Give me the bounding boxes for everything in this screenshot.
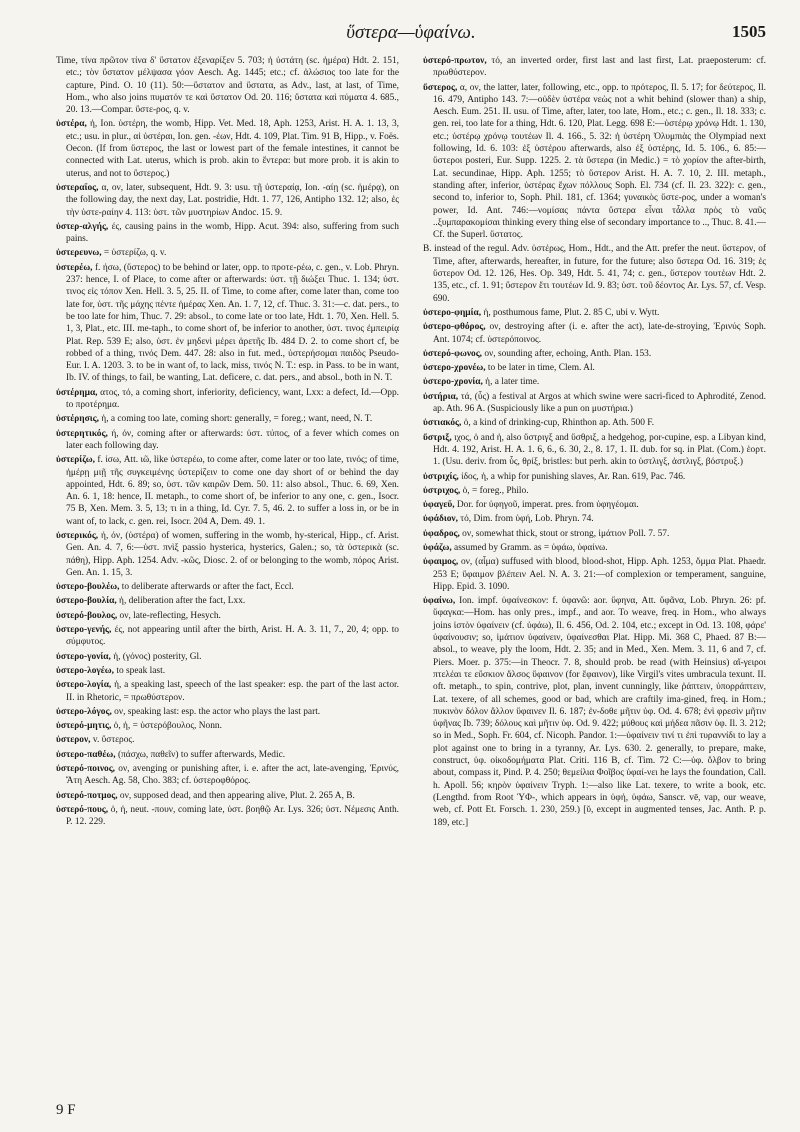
entry-headword: ὑστερό-μητις, <box>56 721 112 732</box>
entry-text: (πάσχω, παθεῖν) to suffer afterwards, Medic. <box>117 749 286 760</box>
dictionary-entry <box>56 706 399 718</box>
dictionary-entry <box>56 428 399 453</box>
entry-headword: ὕστριξ, <box>423 432 452 443</box>
entry-headword: ὑστέρα, <box>56 119 87 130</box>
entry-text: τά, (ὗς) a festival at Argos at which swine were sacri-ficed to Aphrodité, Zenod. ap. Ath. 96 A. (Suspiciously like a pun on μυστήρια.) <box>433 391 766 415</box>
entry-text: τό, Dim. from ὑφή, Lob. Phryn. 74. <box>460 514 594 525</box>
entry-text: ἡ, a later time. <box>485 377 540 388</box>
entry-headword: ὑστέρησις, <box>56 414 99 425</box>
entry-text: ή, όν, coming after or afterwards: ὑστ. τύπος, of a fever which comes on later each following day. <box>66 428 399 451</box>
entry-text: Dor. for ὑφηγοῦ, imperat. pres. from ὑφηγέομαι. <box>456 500 639 511</box>
entry-text: ατος, τό, a coming short, inferiority, deficiency, want, Lxx: a defect, Id.—Opp. to προτέρημα. <box>66 387 399 411</box>
entry-headword: ὑστερό-πους, <box>56 804 109 815</box>
entry-headword: ὑστερο-γενής, <box>56 625 112 636</box>
entry-text: ἡ, deliberation after the fact, Lxx. <box>119 596 246 607</box>
dictionary-entry <box>56 734 399 746</box>
entry-text: ή, όν, (ὑστέρα) of women, suffering in the womb, hy-sterical, Hipp., cf. Arist. Gen. An. 4. 7, 6:—ὑστ. πνὶξ passio hysterica, hysterics, Galen.; so, τὰ ὑστερικὰ (sc. πάθη), Hipp. Aph. 1254. Adv. -κῶς, Diosc. 2. of or belonging to the womb, πόρος Arist. Gen. An. 1. 15, 3. <box>66 530 399 578</box>
entry-text: ὁ, = foreg., Philo. <box>462 485 529 496</box>
entry-text: ιχος, ὁ and ἡ, also ὕστριγξ and ὕσθριξ, a hedgehog, por-cupine, esp. a Libyan kind, Hdt. 4. 192, Arist. H. A. 1. 6, 6., 6. 30, 2., 8. 17, 1. II. dub. for sq. in Plat. (Com.) ἑορτ. 1. (Usu. deriv. from ὗς, θρίξ, bristles: but perh. akin to ὑστλιγξ, ἀστλιγξ, βόστρυξ.) <box>433 432 766 468</box>
dictionary-entry <box>56 118 399 179</box>
entry-headword: ὑφαδρος, <box>423 528 460 539</box>
entry-headword: ὑστιακός, <box>423 418 462 429</box>
entry-text: B. instead of the regul. Adv. ὑστέρως, Hom., Hdt., and the Att. prefer the neut. ὕστερον, of Time, after, afterwards, hereafter, in future, for the future; also ὕστερα Od. 16. 319; ἐς ὕστερον Od. 12. 126, Hes. Op. 349, Hdt. 5. 41, 74; c. gen., ὕστερον τουτέων Hdt. 2. 135, etc., cf. 1. 91; ὕστερον ἔτι τουτέων Id. 9. 83; ὑστ. τοῦ δέοντος Ar. Lys. 57, cf. Vesp. 690. <box>423 244 766 304</box>
entry-text: ἡ, posthumous fame, Plut. 2. 85 C, ubi v. Wytt. <box>483 307 660 318</box>
entry-text: ἡ, a coming too late, coming short: generally, = foreg.; want, need, N. T. <box>101 414 373 425</box>
dictionary-entry <box>423 542 766 554</box>
entry-headword: ὑστερό-φωνος, <box>423 348 482 359</box>
entry-text: ές, causing pains in the womb, Hipp. Acut. 394: also, suffering from such pains. <box>66 221 399 245</box>
dictionary-entry <box>423 307 766 319</box>
dictionary-entry <box>56 720 399 732</box>
dictionary-entry <box>423 499 766 511</box>
entry-headword: ὑστερο-χρονία, <box>423 377 483 388</box>
dictionary-entry <box>56 651 399 663</box>
entry-headword: ὑστερο-λογέω, <box>56 665 114 676</box>
dictionary-entry <box>423 391 766 416</box>
entry-text: to deliberate afterwards or after the fact, Eccl. <box>121 582 294 593</box>
dictionary-entry <box>56 610 399 622</box>
entry-headword: ὑστερο-παθέω, <box>56 749 116 760</box>
page-number: 1505 <box>732 22 766 41</box>
page-header <box>56 20 766 48</box>
dictionary-entry <box>56 530 399 579</box>
entry-headword: ὑστριχος, <box>423 485 461 496</box>
entry-text: ἡ, a speaking last, speech of the last speaker: esp. the part of the last actor. II. in Rhetoric, = πρωθύστερον. <box>66 680 399 703</box>
entry-text: ἡ, (γόνος) posterity, Gl. <box>113 651 202 662</box>
entry-text: ον, destroying after (i. e. after the act), late-de-stroying, Ἐρινύς Soph. Ant. 1074; cf. ὑστερόποινος. <box>433 322 766 345</box>
entry-headword: ὑστερέω, <box>56 262 93 273</box>
entry-headword: ὑστερό-ποινος, <box>56 764 116 775</box>
dictionary-entry <box>56 581 399 593</box>
dictionary-entry <box>56 624 399 649</box>
entry-headword: ὑστερο-χρονέω, <box>423 363 486 374</box>
entry-headword: ὑφάζω, <box>423 542 452 553</box>
dictionary-entry <box>423 348 766 360</box>
entry-headword: ὑφαγεῦ, <box>423 500 455 511</box>
entry-text: ἡ, Ion. ὑστέρη, the womb, Hipp. Vet. Med. 18, Aph. 1253, Arist. H. A. 1. 13, 3, etc.; usu. in plur., αἱ ὑστέραι, Ion. gen. -έων, Hdt. 4. 109, Plat. Tim. 91 B, Hipp., v. Foës. Oecon. (If from ὕστερος, the last or lowest part of the female intestines, it cannot be connected with Lat. uterus, which is prob. akin to ἔντερα: but more prob. it is akin to uterus, and not to ὕστερος.) <box>66 119 399 179</box>
entry-headword: ὑφαίνω, <box>423 596 456 607</box>
entry-headword: ὑστερικός, <box>56 530 99 541</box>
entry-headword: ὑστερο-λόγος, <box>56 706 112 717</box>
entry-headword: ὕστερος, <box>423 82 458 93</box>
entry-headword: ὑστήρια, <box>423 391 459 402</box>
entry-headword: ὑστερ-αλγής, <box>56 221 109 232</box>
dictionary-entry <box>56 454 399 528</box>
entry-headword: ὑστερο-φημία, <box>423 307 482 318</box>
dictionary-entry <box>423 513 766 525</box>
right-column <box>423 55 766 1055</box>
left-column <box>56 55 399 1055</box>
dictionary-entry <box>56 221 399 246</box>
dictionary-entry <box>423 485 766 497</box>
dictionary-entry <box>423 432 766 469</box>
running-head: ὕστερα—ὑφαίνω. <box>346 22 476 43</box>
entry-headword: ὑστεραῖος, <box>56 182 99 193</box>
entry-text: to be later in time, Clem. Al. <box>487 363 595 374</box>
entry-text: ον, speaking last: esp. the actor who plays the last part. <box>114 706 321 717</box>
entry-headword: ὑστερό-πρωτον, <box>423 56 487 66</box>
entry-text: v. ὕστερος. <box>92 735 135 746</box>
entry-headword: ὑστριχίς, <box>423 471 459 482</box>
dictionary-entry <box>56 55 399 116</box>
dictionary-entry <box>56 749 399 761</box>
dictionary-entry <box>56 679 399 704</box>
entry-text: ὁ, ἡ, = ὑστερόβουλος, Nonn. <box>113 721 222 732</box>
entry-headword: ὑστερητικός, <box>56 428 108 439</box>
signature-mark: 9 F <box>56 1102 76 1118</box>
entry-text: ον, supposed dead, and then appearing alive, Plut. 2. 265 A, B. <box>119 790 355 801</box>
entry-headword: ὑστερο-γονία, <box>56 651 111 662</box>
entry-headword: ὑστερον, <box>56 735 91 746</box>
dictionary-entry <box>423 595 766 829</box>
entry-headword: ὑφάδιον, <box>423 514 458 525</box>
entry-headword: ὑστερο-φθόρος, <box>423 322 486 333</box>
entry-text: f. ίσω, Att. ιῶ, like ὑστερέω, to come after, come later or too late, τινός; of time, ἡμέρῃ μιῇ τῆς συγκειμένης ὑστερίζειν to come one day short of or behind the day appointed, Hdt. 6. 89; so, ὑστ. τῶν καιρῶν Dem. 50. 11: also absol., Thuc. 6. 69, Xen. An. 6. 1, 18: hence, II. metaph., to come short of, be inferior to any one, c. gen., Isocr. 75 B, Xen. Mem. 3. 5, 13; τι in a thing, Id. Cyr. 7. 5, 46. 2. to suffer a loss in, or be in want of, to lack, c. gen. rei, Isocr. 204 A, Dem. 49. 1. <box>66 455 399 527</box>
entry-text: ον, (αἷμα) suffused with blood, blood-shot, Hipp. Aph. 1253, ὄμμα Plat. Phaedr. 253 E; ὕφαιμον βλέπειν Ael. N. A. 3. 21:—of complexion or temperament, sanguine, Hipp. Epid. 3. 1090. <box>433 557 766 592</box>
entry-headword: ὑστερίζω, <box>56 455 95 466</box>
entry-text: ον, somewhat thick, stout or strong, ἱμάτιον Poll. 7. 57. <box>462 528 670 539</box>
entry-headword: ὑστερο-βουλία, <box>56 596 117 607</box>
dictionary-entry <box>423 362 766 374</box>
entry-text: Time, τίνα πρῶτον τίνα δ' ὕστατον ἐξεναρίξεν 5. 703; ἡ ὑστάτη (sc. ἡμέρα) Hdt. 2. 151, etc.; τὸν ὕστατον μέλψασα γόον Aesch. Ag. 1445; etc.; cf. ἀλώσιος too late for the capture, Pind. O. 10 (11). 50:—ὕστατον and ὕστατα, as Adv., last, at last, of Time, Hom., who also joins πυματόν τε καὶ ὕστατον Od. 20. 116; ὕστατα καὶ πύματα 4. 685., 20. 13.—Compar. ὕστε-ρος, q. v. <box>56 56 399 116</box>
entry-headword: ὑστερευνω, <box>56 248 102 259</box>
dictionary-entry <box>423 55 766 80</box>
entry-text: to speak last. <box>116 665 166 676</box>
entry-headword: ὑστέρημα, <box>56 387 98 398</box>
entry-text: assumed by Gramm. as = ὑφάω, ὑφαίνω. <box>454 542 608 553</box>
dictionary-entry <box>56 387 399 412</box>
dictionary-entry <box>423 528 766 540</box>
dictionary-entry <box>56 247 399 259</box>
dictionary-entry <box>423 82 766 242</box>
entry-text: ον, late-reflecting, Hesych. <box>119 610 221 621</box>
two-column-body <box>56 55 766 1055</box>
dictionary-entry <box>423 556 766 593</box>
entry-text: α, ον, the latter, later, following, etc., opp. to πρότερος, Il. 5. 17; for δεύτερος, Il. 16. 479, Antipho 143. 7:—οὐδὲν ὑστέρα νεὼς not a whit behind (slower than) a ship, Aesch. Eum. 251. II. usu. of Time, after, later, too late, Hom., etc.; c. gen., Il. 18. 333; c. gen. rei, too late for a thing, Hdt. 6. 120, Plat. Legg. 698 E:—ὑστέρῳ χρόνῳ Hdt. 1. 130, etc.; ὑστέρῳ χρόνῳ τουτέων Il. 4. 166., 5. 32: ἡ ὑστέρη Ὀλυμπιὰς the Olympiad next following, Id. 6. 103: ἐξ ὑστέρου afterwards, also ἐξ ὑστέρης, Id. 5. 106., 6. 85:—ὕστεροι posteri, Eur. Supp. 1225. 2. τὰ ὕστερα (in Medic.) = τὸ χορίον the after-birth, Lat. secundinae, Hipp. Aph. 1255; τὸ ὕστερον Arist. H. A. 7. 10, 2. III. metaph., standing after, inferior, ὑστέρας ἔχων πόλλους Soph. El. 734 (cf. Il. 23. 322): c. gen., second to, inferior to, Soph. Phil. 181, cf. 1364; γυναικὸς ὕστε-ρος, under a woman's power, Id. Ant. 746:—νομίσας πάντα ὕστερα εἶναι τἆλλα πρὸς τὸ ναῦς ..ξυμπαρακομίσαι thinking every thing else of secondary importance to .., Thuc. 8. 41.—Cf. the Superl. ὕστατος. <box>433 82 766 241</box>
dictionary-entry <box>423 417 766 429</box>
entry-text: ον, avenging or punishing after, i. e. after the act, late-avenging, Ἐρινύς, Ἄτη Aesch. Ag. 58, Cho. 383; cf. ὑστεροφθόρος. <box>66 764 399 787</box>
dictionary-entry <box>56 182 399 219</box>
dictionary-entry <box>423 471 766 483</box>
dictionary-entry <box>56 665 399 677</box>
entry-text: ές, not appearing until after the birth, Arist. H. A. 3. 11, 7., 20, 4; opp. to σύμφυτος. <box>66 625 399 648</box>
dictionary-entry <box>56 790 399 802</box>
dictionary-entry <box>423 376 766 388</box>
dictionary-entry <box>423 321 766 346</box>
entry-headword: ὑστερο-βουλέω, <box>56 582 120 593</box>
entry-headword: ὑφαιμος, <box>423 557 459 568</box>
dictionary-entry <box>423 243 766 304</box>
entry-text: = ὑστερίζω, q. v. <box>103 248 167 259</box>
dictionary-entry <box>56 595 399 607</box>
entry-headword: ὑστερό-ποτμος, <box>56 790 118 801</box>
entry-headword: ὑστερο-λογία, <box>56 680 112 691</box>
entry-text: f. ήσω, (ὕστερος) to be behind or later, opp. to προτε-ρέω, c. gen., v. Lob. Phryn. 237: hence, I. of Place, to come after or afterwards: ὑστ. τῇ διώξει Thuc. 1. 134; ὑστ. τινος εἰς τόπον Xen. Hell. 3. 5, 25. II. of Time, to come after, come later than, come too late for, ὑστ. τῆς μάχης πέντε ἡμέρας Xen. An. 1. 7, 12, cf. Thuc. 3. 31:—c. dat. pers., to be too late for him, Thuc. 7. 29: absol., to come late or too late, Hdt. 1. 70, Xen. Hell. 5. 1, 3, Plat., etc. III. me-taph., to come short of, be inferior to another, ὑστ. τινος ἐμπειρίᾳ Plat. Rep. 539 E; also, ὑστ. ἐν μηδενὶ μέρει ἀρετῆς Ib. 484 D. 2. to come short cf, be robbed of a thing, τινός Dem. 447. 28: also in fut. med., ὑστερήσομαι παιδὸς Pseudo-Eur. I. A. 1203. 3. to be in want of, to lack, miss, τινός N. T.: esp. in Pass. to be in want, Ib. IV. of things, to fail, be wanting, Lat. deficere, c. dat. pers., and absol., both in N. T. <box>66 262 399 384</box>
entry-text: ον, sounding after, echoing, Anth. Plan. 153. <box>484 348 652 359</box>
entry-text: ὁ, a kind of drinking-cup, Rhinthon ap. Ath. 500 F. <box>463 418 655 429</box>
dictionary-entry <box>56 804 399 829</box>
entry-headword: ὑστερό-βουλος, <box>56 610 118 621</box>
dictionary-entry <box>56 763 399 788</box>
dictionary-entry <box>56 413 399 425</box>
entry-text: ὁ, ἡ, neut. -πουν, coming late, ὑστ. βοηθῷ Ar. Lys. 326; ὑστ. Νέμεσις Anth. P. 12. 229. <box>66 804 399 828</box>
entry-text: α, ον, later, subsequent, Hdt. 9. 3: usu. τῇ ὑστεραίᾳ, Ion. -αίῃ (sc. ἡμέρᾳ), on the following day, the next day, Lat. postridie, Hdt. 1. 77, 126, Antipho 132. 12; also, ἐς τὴν ὑστε-ραίην 4. 113: ὑστ. τῶν μυστηρίων Andoc. 15. 9. <box>66 182 399 218</box>
entry-text: τό, an inverted order, first last and last first, Lat. praeposterum: cf. πρωθύστερον. <box>433 56 766 79</box>
dictionary-entry <box>56 262 399 385</box>
entry-text: Ion. impf. ὑφαίνεσκον: f. ὑφανῶ: aor. ὕφηνα, Att. ὕφᾶνα, Lob. Phryn. 26: pf. ὕφαγκα:—Hom. has only pres., impf., and aor. To weave, freq. in Hom., who always joins ἱστὸν ὑφαίνειν (cf. ὑφάω), Il. 6. 456, Od. 2. 104, etc.; except in Od. 13. 108, φάρε' ὑφαίνουσιν; so, ἱμάτιον ὑφαίνειν, ὑφαίνεσθαι Plat. Hipp. Mi. 368 C, Phaed. 87 B:—absol., to weave, ply the loom, Hdt. 2. 35; and in Med., Xen. Mem. 3. 11, 6 and 7, cf. Piers. Moer. p. 375:—in Theocr. 7. 8, should prob. be read (with Heinsius) αἴ-γειροι πτελέαι τε εὔσκιον ἄλσος ὕφαινον (for ἔφαινον), like Virgil's vites umbracula texunt. II. oft. metaph., to spin, contrive, plot, plan, invent cunningly, like ῥάπτειν, ὑπορράπτειν, Lat. texere, of all schemes, good or bad, which are craftily ima-gined, freq. in Hom.; πυκινὸν δόλον ἄλλον ὕφαινεν Il. 6. 187; ἐν-δοθε μῆτιν ὑφ. Od. 4. 678; ἐνὶ φρεσὶν μῆτιν ὑφῆνας Ib. 739; δόλους καὶ μῆτιν ὑφ. Od. 9. 422; μύθους καὶ μήδεα πᾶσιν ὑφ. Il. 3. 212; so in Med., Soph. Fr. 604, cf. Nicoph. Pandor. 1:—ὑφαίνειν τινί τι ἐπὶ τυραννίδι to lay a plot against one to bring in a tyranny, Ar. Lys. 630. 2. generally, to prepare, make, construct, ὑφ. οἰκοδομήματα Plat. Criti. 116 B, cf. Tim. 72 C:—ὑφ. ὄλβον to bring about, compass it, Pind. P. 4. 250; θεμείλια Φοῖβος ὑφαί-νει he lays the foundation, Call. h. Apoll. 56; κηρὸν ὑφαίνειν Tryph. 1:—also like Lat. texere, to write a book, etc. (Lengthd. from Root ὙΦ-, which appears in ὑφή, ὑφάω, Sanscr. vē, vap, our weave, web, cf. Pott Et. Forsch. 1. 230, 259.) [ῠ, except in augmented tenses, Jac. Anth. P. p. 189, etc.] <box>433 596 766 828</box>
entry-text: ίδος, ἡ, a whip for punishing slaves, Ar. Ran. 619, Pac. 746. <box>461 471 686 482</box>
